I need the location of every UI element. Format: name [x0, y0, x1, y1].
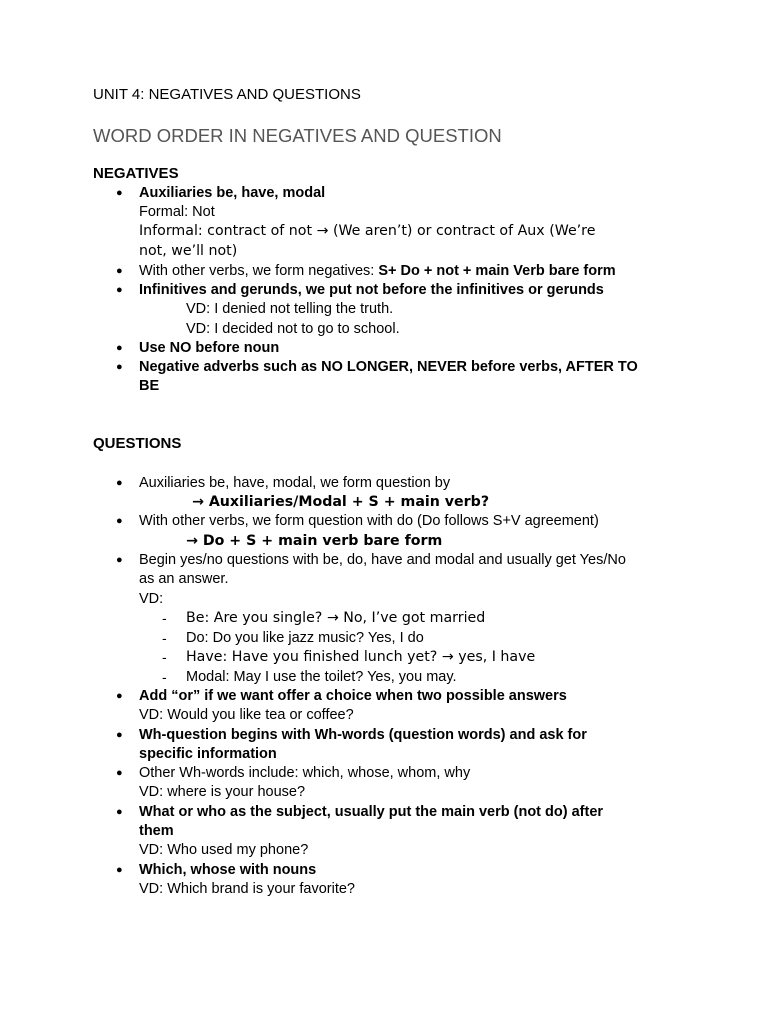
q-bullet-7-title: What or who as the subject, usually put the main verb (not do) after [139, 804, 604, 820]
q-bullet-4-example: VD: Would you like tea or coffee? [139, 707, 354, 723]
q-bullet-6-example: VD: where is your house? [139, 784, 306, 800]
bullet-icon: ● [116, 265, 123, 277]
q-bullet-4-title: Add “or” if we want offer a choice when two possible answers [139, 688, 567, 704]
neg-bullet-4-title: Use NO before noun [139, 340, 280, 356]
q-bullet-2-formula: → Do + S + main verb bare form [186, 533, 443, 549]
section-heading: WORD ORDER IN NEGATIVES AND QUESTION [93, 125, 502, 146]
dash-icon: - [162, 669, 167, 685]
bullet-icon: ● [116, 187, 123, 199]
neg-bullet-1-informal-cont: not, we’ll not) [139, 243, 238, 259]
neg-bullet-2-bold: S+ Do + not + main Verb bare form [378, 263, 616, 279]
neg-bullet-2 [139, 262, 616, 281]
bullet-icon: ● [116, 515, 123, 527]
bullet-icon: ● [116, 554, 123, 566]
neg-bullet-3-example-2: VD: I decided not to go to school. [186, 321, 400, 337]
q-example-have: Have: Have you finished lunch yet? → yes, I have [186, 649, 536, 665]
bullet-icon: ● [116, 729, 123, 741]
q-bullet-7-example: VD: Who used my phone? [139, 842, 309, 858]
dash-icon: - [162, 649, 167, 665]
bullet-icon: ● [116, 342, 123, 354]
q-bullet-5-title: Wh-question begins with Wh-words (question words) and ask for [139, 727, 587, 743]
bullet-icon: ● [116, 361, 123, 373]
dash-icon: - [162, 610, 167, 626]
neg-bullet-5-title-cont: BE [139, 378, 160, 394]
q-bullet-6-text: Other Wh-words include: which, whose, whom, why [139, 765, 471, 781]
q-bullet-2-text: With other verbs, we form question with do (Do follows S+V agreement) [139, 513, 599, 529]
bullet-icon: ● [116, 690, 123, 702]
q-bullet-1-formula: → Auxiliaries/Modal + S + main verb? [192, 494, 490, 510]
neg-bullet-3-title: Infinitives and gerunds, we put not before the infinitives or gerunds [139, 282, 604, 298]
q-bullet-3-text: Begin yes/no questions with be, do, have and modal and usually get Yes/No [139, 552, 626, 568]
q-bullet-7-title-cont: them [139, 823, 174, 839]
questions-title: QUESTIONS [93, 435, 182, 452]
q-bullet-3-text-cont: as an answer. [139, 571, 229, 587]
negatives-title: NEGATIVES [93, 165, 179, 182]
q-bullet-8-example: VD: Which brand is your favorite? [139, 881, 355, 897]
q-bullet-5-title-cont: specific information [139, 746, 277, 762]
bullet-icon: ● [116, 767, 123, 779]
q-bullet-1-text: Auxiliaries be, have, modal, we form question by [139, 475, 451, 491]
q-example-modal: Modal: May I use the toilet? Yes, you may. [186, 669, 457, 685]
neg-bullet-1-title: Auxiliaries be, have, modal [139, 185, 326, 201]
bullet-icon: ● [116, 284, 123, 296]
neg-bullet-5-title: Negative adverbs such as NO LONGER, NEVER before verbs, AFTER TO [139, 359, 638, 375]
bullet-icon: ● [116, 806, 123, 818]
q-example-do: Do: Do you like jazz music? Yes, I do [186, 630, 424, 646]
bullet-icon: ● [116, 864, 123, 876]
q-bullet-3-vd: VD: [139, 591, 164, 607]
dash-icon: - [162, 630, 167, 646]
bullet-icon: ● [116, 477, 123, 489]
neg-bullet-3-example-1: VD: I denied not telling the truth. [186, 301, 394, 317]
q-bullet-8-title: Which, whose with nouns [139, 862, 317, 878]
q-example-be: Be: Are you single? → No, I’ve got married [186, 610, 486, 626]
neg-bullet-1-formal: Formal: Not [139, 204, 215, 220]
neg-bullet-1-informal: Informal: contract of not → (We aren’t) or contract of Aux (We’re [139, 223, 596, 239]
unit-title: UNIT 4: NEGATIVES AND QUESTIONS [93, 86, 361, 103]
neg-bullet-2-text: With other verbs, we form negatives: [139, 263, 379, 279]
